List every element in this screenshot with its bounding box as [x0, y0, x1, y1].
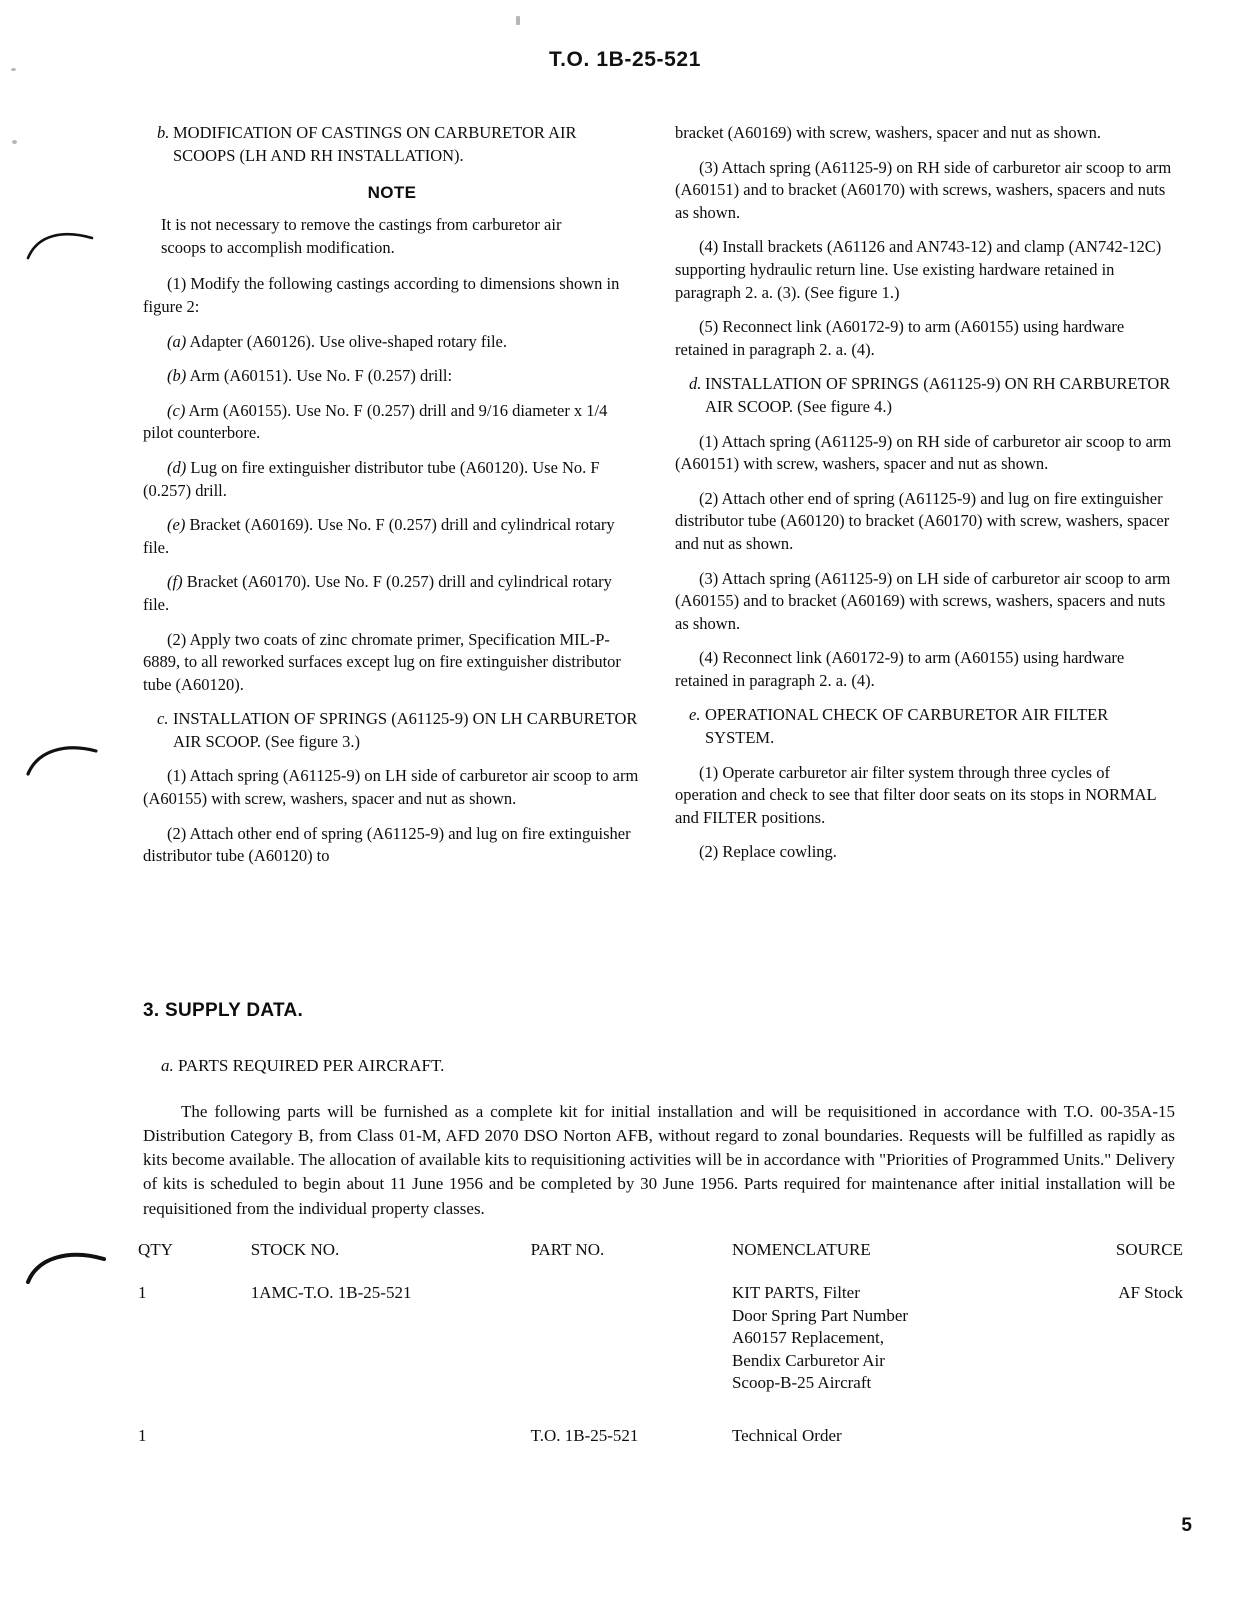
paragraph-c-1: (1) Attach spring (A61125-9) on LH side of carburetor air scoop to arm (A60155) with screw, washers, spacer and nut as shown.	[143, 766, 639, 809]
paragraph-b-1: (1) Modify the following castings according to dimensions shown in figure 2:	[143, 274, 620, 316]
cell-source	[992, 1425, 1189, 1454]
body-columns	[143, 122, 1173, 880]
page-title: T.O. 1B-25-521	[549, 48, 701, 71]
paragraph-d-1: (1) Attach spring (A61125-9) on RH side of carburetor air scoop to arm (A60151) with screw, washers, spacer and nut as shown.	[675, 431, 1172, 474]
supply-data-section	[143, 1000, 1175, 1221]
parts-required-label: a.	[161, 1056, 174, 1075]
paragraph-b-1f-text: Bracket (A60170). Use No. F (0.257) drill and cylindrical rotary file.	[143, 572, 612, 614]
heading-c-text: INSTALLATION OF SPRINGS (A61125-9) ON LH CARBURETOR AIR SCOOP. (See figure 3.)	[173, 709, 638, 751]
left-column	[143, 122, 641, 880]
heading-d	[675, 373, 1173, 418]
heading-b-text: MODIFICATION OF CASTINGS ON CARBURETOR AIR SCOOPS (LH AND RH INSTALLATION).	[173, 123, 577, 165]
cell-source: AF Stock	[1118, 1283, 1183, 1302]
table-row	[134, 1425, 1189, 1454]
paragraph-d-3: (3) Attach spring (A61125-9) on LH side of carburetor air scoop to arm (A60155) and to bracket (A60169) with screws, washers, spacers and nuts as shown.	[675, 568, 1171, 633]
column-header-qty: QTY	[138, 1240, 173, 1259]
heading-b-label: b.	[157, 123, 170, 142]
paragraph-d-2: (2) Attach other end of spring (A61125-9) and lug on fire extinguisher distributor tube (A60120) to bracket (A60170) with screw, washers, spacer and nut as shown.	[675, 488, 1170, 553]
cell-nomenclature	[732, 1425, 992, 1454]
heading-e-label: e.	[689, 705, 701, 725]
scan-speck	[11, 68, 16, 71]
cell-part-no	[531, 1282, 732, 1425]
paragraph-b-1e	[143, 514, 641, 559]
cell-stock-no	[251, 1425, 531, 1454]
heading-d-text: INSTALLATION OF SPRINGS (A61125-9) ON RH CARBURETOR AIR SCOOP. (See figure 4.)	[705, 374, 1171, 416]
heading-e	[675, 704, 1173, 749]
heading-c	[143, 708, 641, 753]
paragraph-b-1c-text: Arm (A60155). Use No. F (0.257) drill and 9/16 diameter x 1/4 pilot counterbore.	[143, 400, 608, 443]
nomenclature-line: A60157 Replacement,	[731, 1328, 884, 1348]
cell-qty: 1	[138, 1283, 147, 1302]
paragraph-b-1c	[143, 400, 641, 445]
paragraph-b-1c-label: (c)	[167, 400, 186, 420]
paragraph-b-1b-text: Arm (A60151). Use No. F (0.257) drill:	[189, 366, 453, 386]
scan-speck	[516, 16, 520, 25]
nomenclature-line: Bendix Carburetor Air	[731, 1350, 885, 1370]
paragraph-b-1f-label: (f)	[167, 572, 183, 592]
column-header-stock-no: STOCK NO.	[250, 1240, 340, 1259]
column-header-part-no: PART NO.	[530, 1240, 605, 1259]
cell-qty: 1	[138, 1426, 147, 1446]
paragraph-b-1b	[143, 365, 641, 388]
paragraph-c-2-continued: bracket (A60169) with screw, washers, spacer and nut as shown.	[675, 123, 1101, 142]
nomenclature-line: KIT PARTS, Filter	[731, 1283, 860, 1302]
paragraph-d-4: (4) Reconnect link (A60172-9) to arm (A60155) using hardware retained in paragraph 2. a. (4).	[675, 648, 1125, 690]
margin-arc-icon	[26, 742, 98, 776]
column-header-nomenclature: NOMENCLATURE	[731, 1240, 871, 1259]
table-header-row	[134, 1240, 1189, 1282]
paragraph-e-2: (2) Replace cowling.	[699, 842, 837, 862]
paragraph-b-1b-label: (b)	[167, 366, 187, 386]
paragraph-c-3: (3) Attach spring (A61125-9) on RH side of carburetor air scoop to arm (A60151) and to bracket (A60170) with screws, washers, spacers and nuts as shown.	[675, 157, 1172, 222]
cell-nomenclature	[732, 1282, 992, 1425]
heading-d-label: d.	[689, 374, 702, 394]
scan-speck	[12, 140, 17, 144]
paragraph-c-2: (2) Attach other end of spring (A61125-9) and lug on fire extinguisher distributor tube (A60120) to	[143, 823, 631, 866]
parts-table	[134, 1240, 1189, 1454]
cell-stock-no: 1AMC-T.O. 1B-25-521	[250, 1283, 412, 1302]
parts-required-heading	[161, 1056, 1175, 1076]
paragraph-b-1d-label: (d)	[167, 457, 187, 477]
note-heading: NOTE	[367, 183, 417, 203]
nomenclature-line: Scoop-B-25 Aircraft	[731, 1373, 872, 1393]
note-body: It is not necessary to remove the castings from carburetor air scoops to accomplish modification.	[161, 215, 562, 257]
nomenclature-line: Door Spring Part Number	[731, 1305, 909, 1325]
supply-data-heading: 3. SUPPLY DATA.	[143, 1000, 304, 1021]
paragraph-b-1f	[143, 571, 641, 616]
paragraph-b-1e-text: Bracket (A60169). Use No. F (0.257) drill and cylindrical rotary file.	[143, 515, 615, 557]
paragraph-c-4: (4) Install brackets (A61126 and AN743-12) and clamp (AN742-12C) supporting hydraulic return line. Use existing hardware retained in paragraph 2. a. (3). (See figure 1.)	[675, 237, 1162, 302]
cell-part-no: T.O. 1B-25-521	[530, 1426, 639, 1446]
heading-e-text: OPERATIONAL CHECK OF CARBURETOR AIR FILTER SYSTEM.	[705, 705, 1109, 748]
right-column	[675, 122, 1173, 880]
paragraph-b-1e-label: (e)	[167, 515, 186, 535]
heading-b	[143, 122, 641, 167]
table-row	[134, 1282, 1189, 1425]
parts-required-title: PARTS REQUIRED PER AIRCRAFT.	[178, 1056, 445, 1075]
paragraph-b-1a	[143, 331, 641, 354]
paragraph-b-1d	[143, 457, 641, 502]
nomenclature-line: Technical Order	[731, 1426, 842, 1446]
paragraph-b-1a-text: Adapter (A60126). Use olive-shaped rotary file.	[189, 331, 507, 351]
supply-intro-paragraph: The following parts will be furnished as a complete kit for initial installation and will be requisitioned in accordance with T.O. 00-35A-15 Distribution Category B, from Class 01-M, AFD 2070 DSO Norton AFB, without regard to zonal boundaries. Requests will be fulfilled as rapidly as kits become available. The allocation of available kits to requisitioning activities will be in accordance with "Priorities of Programmed Units." Delivery of kits is scheduled to begin about 11 June 1956 and be completed by 30 June 1956. Parts required for maintenance after initial installation will be requisitioned from the individual property classes.	[143, 1102, 1175, 1218]
margin-arc-icon	[26, 1248, 106, 1284]
heading-c-label: c.	[157, 709, 169, 729]
paragraph-b-1d-text: Lug on fire extinguisher distributor tube (A60120). Use No. F (0.257) drill.	[143, 457, 600, 500]
margin-arc-icon	[26, 228, 94, 260]
column-header-source: SOURCE	[1115, 1240, 1183, 1259]
paragraph-b-2: (2) Apply two coats of zinc chromate primer, Specification MIL-P-6889, to all reworked surfaces except lug on fire extinguisher distributor tube (A60120).	[143, 629, 621, 694]
page-number: 5	[1181, 1515, 1192, 1536]
paragraph-b-1a-label: (a)	[167, 331, 187, 351]
paragraph-e-1: (1) Operate carburetor air filter system through three cycles of operation and check to see that filter door seats on its stops in NORMAL and FILTER positions.	[675, 762, 1156, 827]
paragraph-c-5: (5) Reconnect link (A60172-9) to arm (A60155) using hardware retained in paragraph 2. a. (4).	[675, 317, 1125, 359]
